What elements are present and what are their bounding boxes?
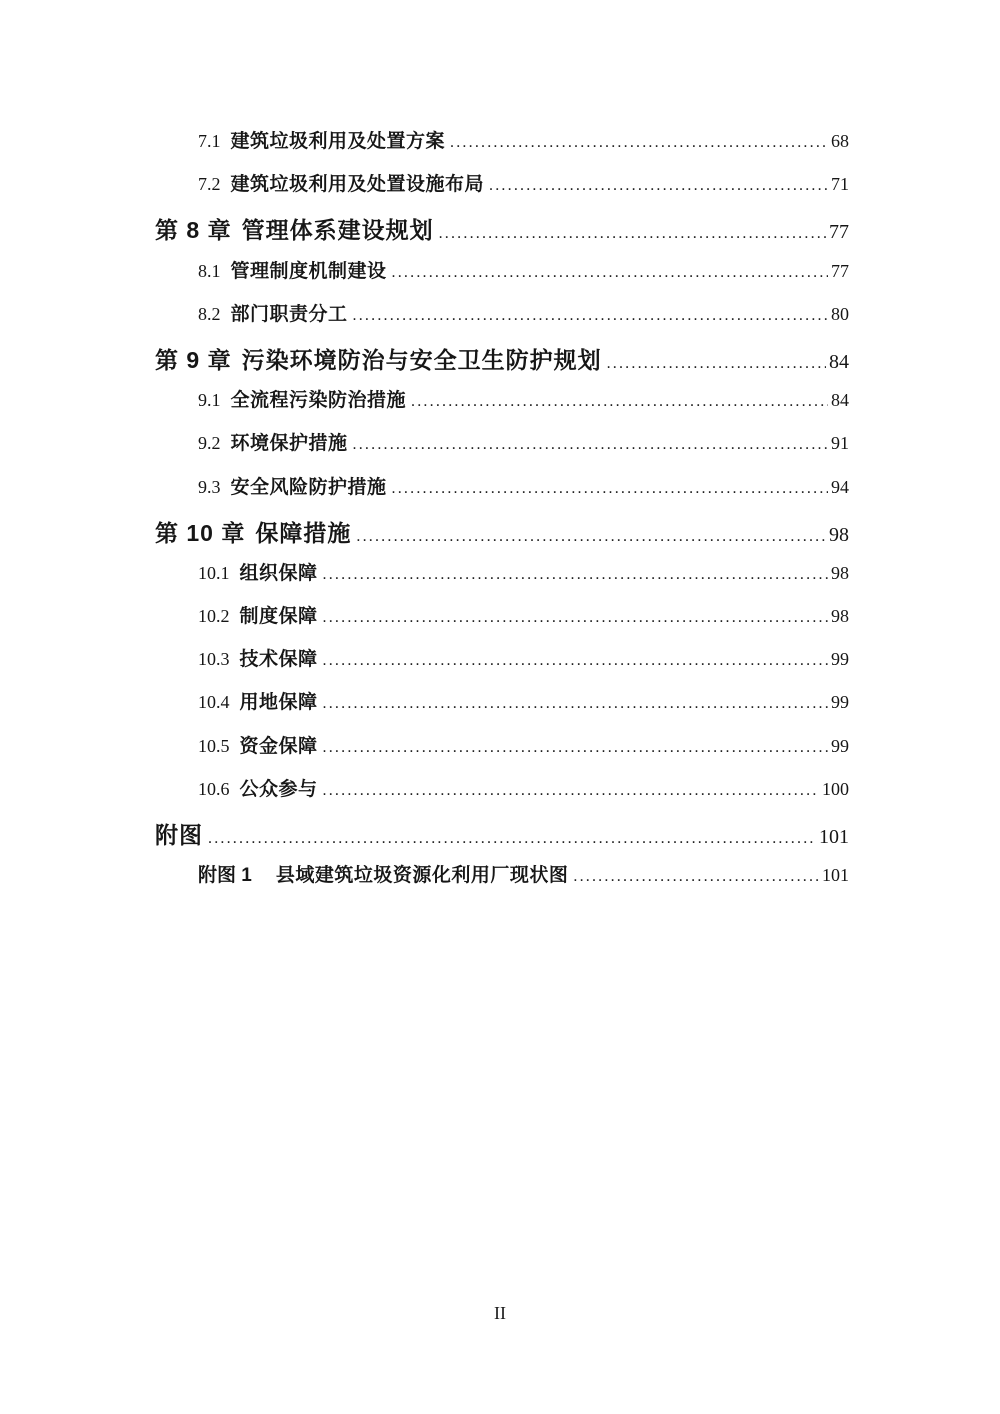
toc-entry bbox=[155, 342, 849, 385]
toc-entry-number: 8.2 bbox=[198, 303, 221, 324]
toc-entry-title: 全流程污染防治措施 bbox=[230, 390, 407, 412]
toc-entry-number: 附图 1 bbox=[198, 865, 252, 887]
toc-entry-title: 环境保护措施 bbox=[230, 433, 348, 455]
toc-list bbox=[155, 126, 849, 903]
toc-entry-page-number: 94 bbox=[831, 476, 849, 497]
dot-leader bbox=[353, 436, 828, 454]
toc-entry-page-number: 99 bbox=[831, 735, 849, 756]
toc-entry-title: 部门职责分工 bbox=[230, 303, 348, 325]
toc-entry-page-number: 98 bbox=[829, 523, 849, 546]
dot-leader bbox=[323, 566, 828, 584]
toc-entry bbox=[155, 687, 849, 730]
toc-entry-page-number: 77 bbox=[829, 221, 849, 244]
toc-entry-title: 县域建筑垃圾资源化利用厂现状图 bbox=[275, 865, 569, 887]
toc-entry bbox=[155, 731, 849, 774]
toc-entry-title: 安全风险防护措施 bbox=[230, 476, 387, 498]
dot-leader bbox=[573, 868, 819, 886]
toc-entry-title: 制度保障 bbox=[239, 606, 318, 628]
toc-entry-title: 污染环境防治与安全卫生防护规划 bbox=[241, 346, 602, 373]
toc-entry bbox=[155, 256, 849, 299]
dot-leader bbox=[439, 225, 826, 243]
toc-entry bbox=[155, 299, 849, 342]
toc-entry-number: 7.1 bbox=[198, 131, 221, 151]
toc-entry-page-number: 84 bbox=[829, 350, 849, 373]
dot-leader bbox=[411, 393, 828, 411]
dot-leader bbox=[489, 177, 828, 195]
toc-entry-title: 建筑垃圾利用及处置设施布局 bbox=[230, 174, 485, 196]
toc-entry-page-number: 101 bbox=[822, 865, 849, 886]
dot-leader bbox=[323, 782, 819, 800]
toc-entry-number: 10.2 bbox=[198, 606, 230, 627]
toc-entry-page-number: 98 bbox=[831, 562, 849, 583]
toc-entry bbox=[155, 515, 849, 558]
toc-entry bbox=[155, 774, 849, 817]
toc-entry bbox=[155, 169, 849, 212]
dot-leader bbox=[323, 652, 828, 670]
toc-entry-number: 第 8 章 bbox=[155, 217, 232, 244]
toc-entry-page-number: 101 bbox=[819, 826, 849, 848]
toc-entry-number: 第 9 章 bbox=[155, 346, 232, 373]
toc-entry bbox=[155, 558, 849, 601]
toc-entry-number: 8.1 bbox=[198, 260, 221, 281]
toc-entry-title: 管理制度机制建设 bbox=[230, 260, 387, 282]
dot-leader bbox=[323, 739, 828, 757]
toc-entry bbox=[155, 385, 849, 428]
toc-entry-page-number: 99 bbox=[831, 692, 849, 713]
toc-entry-number: 10.3 bbox=[198, 649, 230, 670]
toc-entry-title: 公众参与 bbox=[239, 778, 318, 800]
dot-leader bbox=[392, 480, 828, 498]
toc-entry-page-number: 71 bbox=[831, 174, 849, 195]
toc-entry bbox=[155, 601, 849, 644]
toc-entry bbox=[155, 472, 849, 515]
toc-entry-title: 建筑垃圾利用及处置方案 bbox=[230, 131, 446, 152]
toc-entry-title: 技术保障 bbox=[239, 649, 318, 671]
toc-entry-title: 资金保障 bbox=[239, 735, 318, 757]
toc-entry-page-number: 77 bbox=[831, 260, 849, 281]
dot-leader bbox=[607, 355, 826, 373]
dot-leader bbox=[208, 830, 816, 848]
toc-entry-title: 组织保障 bbox=[239, 562, 318, 584]
toc-entry-page-number: 100 bbox=[822, 778, 849, 799]
dot-leader bbox=[356, 528, 826, 546]
toc-entry-number: 9.2 bbox=[198, 433, 221, 454]
toc-entry-page-number: 80 bbox=[831, 303, 849, 324]
toc-entry bbox=[155, 126, 849, 169]
toc-entry-title: 管理体系建设规划 bbox=[241, 217, 434, 244]
footer-page-number: II bbox=[494, 1303, 506, 1323]
dot-leader bbox=[353, 307, 828, 325]
toc-entry-number: 10.1 bbox=[198, 562, 230, 583]
toc-entry bbox=[155, 428, 849, 471]
toc-entry bbox=[155, 860, 849, 903]
toc-entry-number: 第 10 章 bbox=[155, 519, 246, 546]
toc-entry-title: 用地保障 bbox=[239, 692, 318, 714]
toc-entry-number: 10.4 bbox=[198, 692, 230, 713]
toc-entry-page-number: 99 bbox=[831, 649, 849, 670]
toc-entry-page-number: 68 bbox=[831, 131, 849, 151]
dot-leader bbox=[323, 609, 828, 627]
toc-entry-number: 9.1 bbox=[198, 390, 221, 411]
toc-entry-title: 附图 bbox=[155, 822, 203, 848]
dot-leader bbox=[323, 695, 828, 713]
toc-entry-number: 7.2 bbox=[198, 174, 221, 195]
toc-entry bbox=[155, 212, 849, 255]
toc-entry bbox=[155, 817, 849, 860]
toc-entry bbox=[155, 644, 849, 687]
toc-entry-page-number: 98 bbox=[831, 606, 849, 627]
toc-entry-number: 10.5 bbox=[198, 735, 230, 756]
dot-leader bbox=[450, 134, 828, 152]
page-footer bbox=[0, 1303, 1000, 1324]
toc-entry-page-number: 84 bbox=[831, 390, 849, 411]
toc-entry-number: 9.3 bbox=[198, 476, 221, 497]
toc-entry-title: 保障措施 bbox=[255, 519, 352, 546]
dot-leader bbox=[392, 264, 828, 282]
toc-entry-number: 10.6 bbox=[198, 778, 230, 799]
toc-entry-page-number: 91 bbox=[831, 433, 849, 454]
